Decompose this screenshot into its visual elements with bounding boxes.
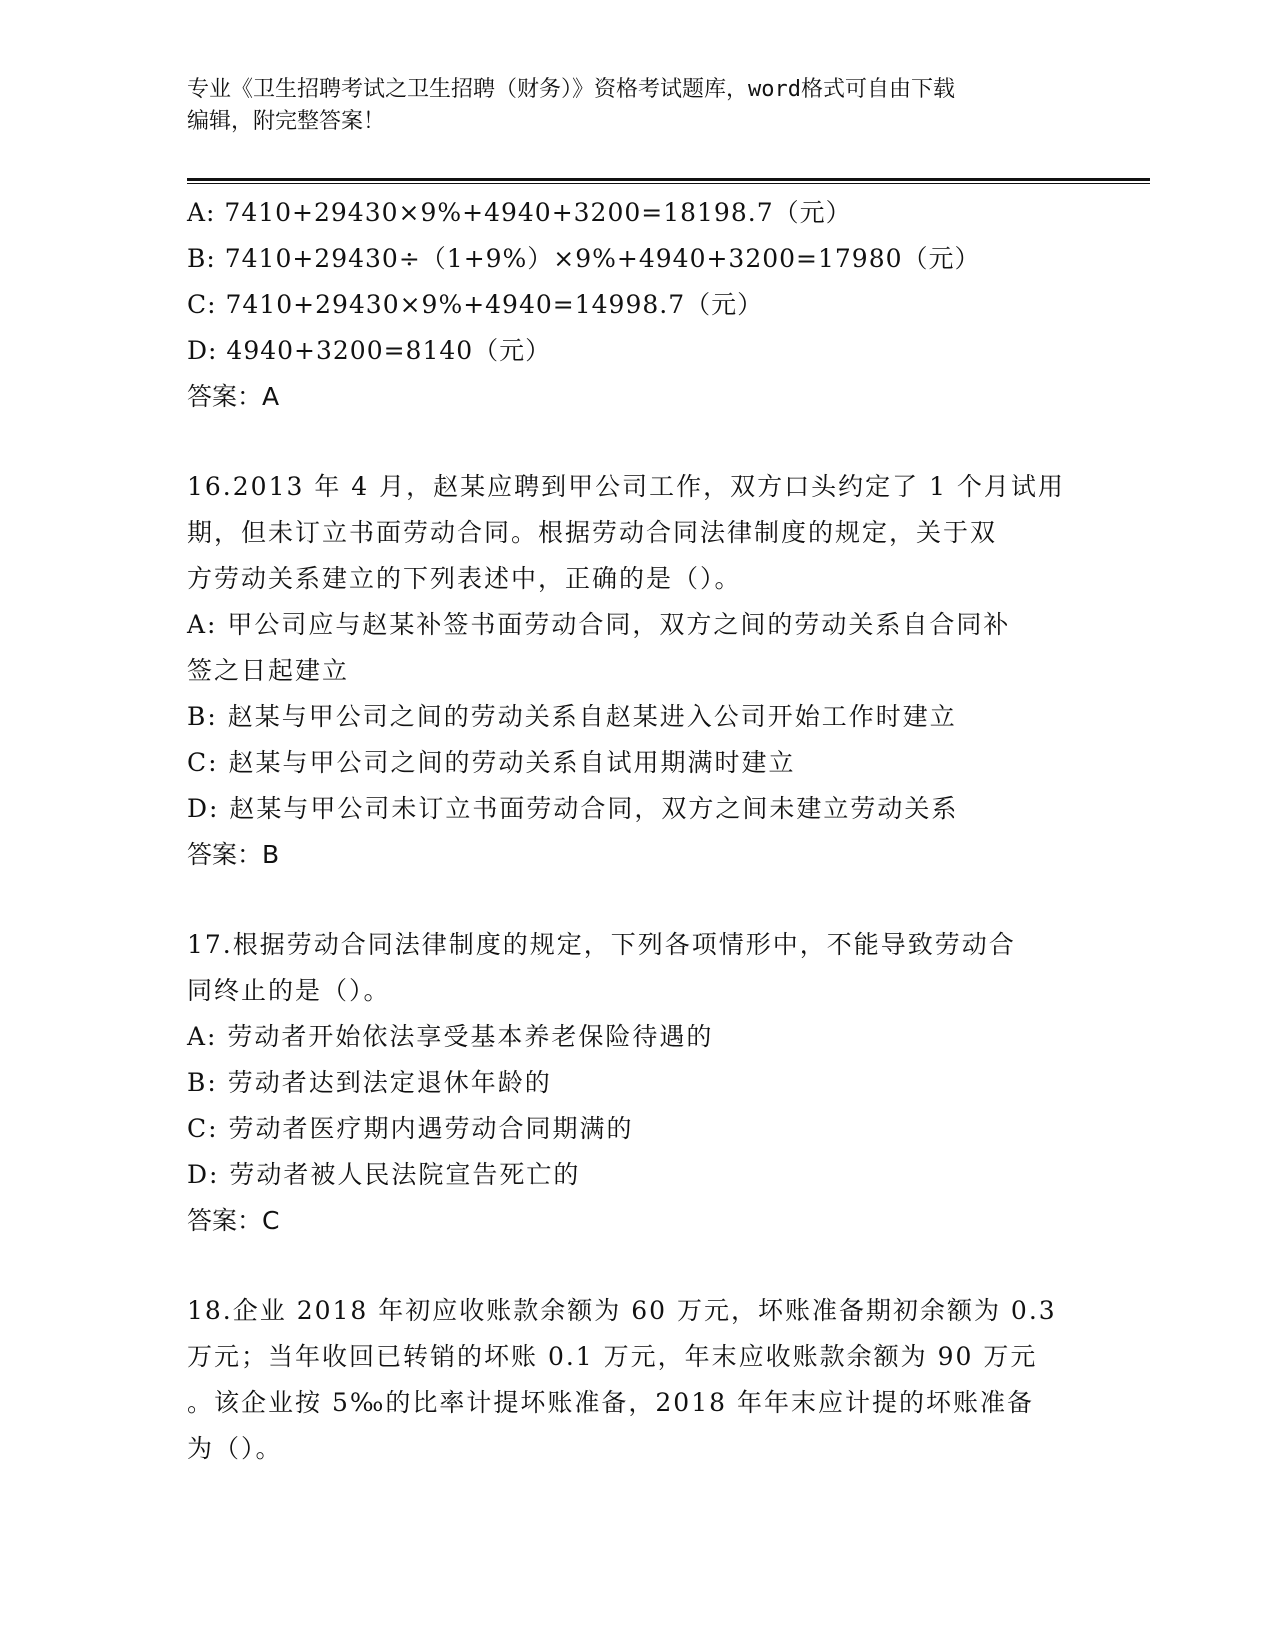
header-divider-thin [187,183,1150,184]
option-a: A: 甲公司应与赵某补签书面劳动合同，双方之间的劳动关系自合同补 [187,610,1011,639]
document-header [187,74,1087,138]
question-content [187,190,1087,1472]
question-18 [187,1288,1087,1472]
header-line-2: 编辑，附完整答案！ [187,109,386,134]
option-d: D: 劳动者被人民法院宣告死亡的 [187,1160,581,1189]
question-15 [187,190,1087,420]
question-stem-line: 万元；当年收回已转销的坏账 0.1 万元，年末应收账款余额为 90 万元 [187,1342,1038,1371]
question-gap [187,420,1087,464]
option-c: C: 7410+29430×9%+4940=14998.7（元） [187,290,764,319]
question-16 [187,464,1087,878]
option-d: D: 赵某与甲公司未订立书面劳动合同，双方之间未建立劳动关系 [187,794,959,823]
question-stem-line: 期，但未订立书面劳动合同。根据劳动合同法律制度的规定，关于双 [187,518,998,547]
question-stem-line: 。该企业按 5‰的比率计提坏账准备，2018 年年末应计提的坏账准备 [187,1388,1034,1417]
question-stem-line: 同终止的是（）。 [187,976,391,1005]
option-c: C: 赵某与甲公司之间的劳动关系自试用期满时建立 [187,748,796,777]
option-b: B: 劳动者达到法定退休年龄的 [187,1068,552,1097]
question-gap [187,878,1087,922]
option-a: A: 劳动者开始依法享受基本养老保险待遇的 [187,1022,714,1051]
answer-line: 答案：C [187,1206,280,1235]
option-b: B: 7410+29430÷（1+9%）×9%+4940+3200=17980（元） [187,244,981,273]
header-divider-thick [187,178,1150,181]
answer-line: 答案：A [187,382,280,411]
header-line-1: 专业《卫生招聘考试之卫生招聘（财务）》资格考试题库，word格式可自由下载 [187,77,955,102]
question-stem-line: 为（）。 [187,1434,283,1463]
question-stem-line: 方劳动关系建立的下列表述中，正确的是（）。 [187,564,742,593]
option-c: C: 劳动者医疗期内遇劳动合同期满的 [187,1114,634,1143]
question-stem-line: 16.2013 年 4 月，赵某应聘到甲公司工作，双方口头约定了 1 个月试用 [187,472,1065,501]
question-stem-line: 18.企业 2018 年初应收账款余额为 60 万元，坏账准备期初余额为 0.3 [187,1296,1057,1325]
question-gap [187,1244,1087,1288]
question-stem-line: 17.根据劳动合同法律制度的规定，下列各项情形中，不能导致劳动合 [187,930,1016,959]
option-b: B: 赵某与甲公司之间的劳动关系自赵某进入公司开始工作时建立 [187,702,957,731]
answer-line: 答案：B [187,840,280,869]
question-17 [187,922,1087,1244]
option-d: D: 4940+3200=8140（元） [187,336,552,365]
option-a-continued: 签之日起建立 [187,656,350,685]
option-a: A: 7410+29430×9%+4940+3200=18198.7（元） [187,198,852,227]
